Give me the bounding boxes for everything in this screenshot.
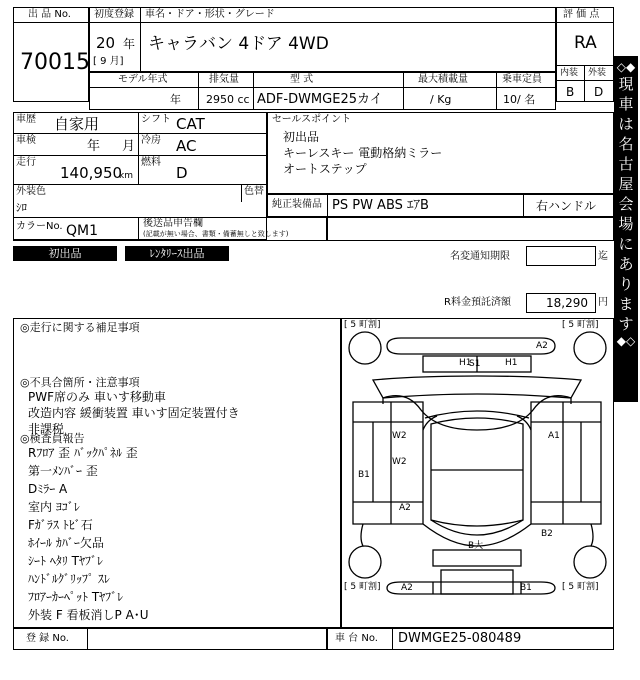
- displacement: 2950 cc: [206, 93, 250, 106]
- inspector-item-9: ﾌﾛｱｰｶｰﾍﾟｯﾄ Tﾔﾌﾞﾚ: [28, 590, 124, 604]
- model-year-unit: 年: [170, 93, 181, 106]
- exterior-label: 外装: [588, 68, 607, 78]
- max-load-label: 最大積載量: [418, 74, 468, 85]
- score: RA: [574, 33, 597, 53]
- car-name: キャラバン 4ドア 4WD: [148, 34, 329, 54]
- model-type-label: 型 式: [290, 74, 314, 85]
- sales-points-label: セールスポイント: [272, 114, 352, 125]
- sales-point-3: オートステップ: [283, 162, 367, 176]
- tire-tr: [ 5 町割]: [562, 320, 599, 330]
- inspector-item-10: 外装 F 看板消しP A･U: [28, 608, 149, 622]
- ac: AC: [176, 137, 197, 155]
- mark-a1: A1: [548, 431, 560, 441]
- inspection-year: 年: [87, 139, 101, 154]
- inspector-item-4: 室内 ﾖｺﾞﾚ: [28, 500, 80, 514]
- lot-no: 70015: [20, 50, 90, 75]
- model-type: ADF-DWMGE25カイ: [257, 92, 383, 107]
- mileage-unit: km: [119, 171, 133, 181]
- mark-s1: S1: [469, 359, 481, 369]
- mark-b1-bottom: B1: [520, 583, 532, 593]
- mark-h1-left: H1: [459, 358, 472, 368]
- tire-bl: [ 5 町割]: [344, 582, 381, 592]
- mark-b2: B2: [541, 529, 553, 539]
- equipment-label: 純正装備品: [272, 199, 322, 210]
- mark-a2-top: A2: [536, 341, 548, 351]
- inspector-item-6: ﾎｲｰﾙ ｶﾊﾞｰ欠品: [28, 536, 104, 550]
- color-change-label: 色替: [244, 186, 264, 197]
- inspector-item-7: ｼｰﾄ ﾍﾀﾘ Tﾔﾌﾞﾚ: [28, 554, 103, 568]
- ext-color: ｼﾛ: [16, 201, 27, 214]
- mark-a2-bottom: A2: [401, 583, 413, 593]
- displacement-label: 排気量: [209, 74, 239, 85]
- shift: CAT: [176, 115, 205, 133]
- mark-a2-left: A2: [399, 503, 411, 513]
- sales-point-2: キーレスキー 電動格納ミラー: [283, 146, 443, 160]
- exterior-grade: D: [594, 85, 604, 99]
- inspector-item-1: Rﾌﾛｱ 歪 ﾊﾞｯｸﾊﾟﾈﾙ 歪: [28, 446, 138, 460]
- recycle-amount: 18,290: [546, 296, 588, 310]
- driving-header: ◎走行に関する補足事項: [20, 321, 140, 334]
- history: 自家用: [54, 115, 100, 133]
- rental-listing-badge: ﾚﾝﾀﾘｰｽ出品: [125, 246, 229, 261]
- mark-w2-b: W2: [392, 457, 407, 467]
- color-no: QM1: [66, 223, 99, 239]
- tire-br: [ 5 町割]: [562, 582, 599, 592]
- blank-box: [327, 217, 614, 241]
- first-reg-month: [ 9 月]: [93, 56, 124, 67]
- fuel: D: [176, 164, 188, 182]
- chassis-no: DWMGE25-080489: [398, 631, 522, 646]
- mark-b1: B1: [358, 470, 370, 480]
- max-load: / Kg: [430, 93, 452, 106]
- banner-bottom-glyph: ◆◇: [616, 334, 636, 348]
- ac-label: 冷房: [141, 135, 161, 146]
- post-install-note: (記載が無い場合、書類・備蓄無しと致します): [143, 230, 289, 238]
- inspector-item-3: Dﾐﾗｰ A: [28, 482, 68, 496]
- first-reg-label: 初度登録: [94, 9, 134, 20]
- fuel-label: 燃料: [141, 157, 161, 168]
- recycle-label: R料金預託済額: [444, 297, 511, 308]
- inspection-label: 車検: [16, 135, 36, 146]
- mileage: 140,950: [60, 164, 123, 182]
- lot-no-label: 出 品 No.: [28, 9, 71, 20]
- defect-1: PWF席のみ 車いす移動車: [28, 390, 166, 404]
- first-listing-badge: 初出品: [13, 246, 117, 261]
- name-change-unit: 迄: [598, 251, 608, 262]
- defects-header: ◎不具合箇所・注意事項: [20, 376, 140, 389]
- banner-top-glyph: ◇◆: [616, 60, 636, 74]
- shift-label: シフト: [141, 114, 171, 125]
- model-year-label: モデル年式: [118, 74, 168, 85]
- color-no-label: カラーNo.: [16, 221, 63, 232]
- sales-point-1: 初出品: [283, 130, 320, 144]
- name-change-field: [526, 246, 596, 266]
- inspector-header: ◎検査員報告: [20, 432, 85, 445]
- score-label: 評 価 点: [563, 9, 600, 20]
- capacity-label: 乗車定員: [502, 74, 542, 85]
- history-label: 車歴: [16, 114, 36, 125]
- capacity: 10/ 名: [503, 93, 536, 106]
- location-banner: ◇◆ 現 車 は 名 古 屋 会 場 に あ り ま す ◆◇: [614, 56, 638, 402]
- defect-3: 非課税: [28, 422, 65, 436]
- first-reg-year-unit: 年: [123, 37, 136, 51]
- registration-label: 登 録 No.: [26, 633, 69, 644]
- tire-tl: [ 5 町割]: [344, 320, 381, 330]
- first-reg-year: 20: [96, 34, 116, 52]
- name-change-label: 名変通知期限: [450, 251, 510, 262]
- ext-color-label: 外装色: [16, 186, 46, 197]
- recycle-unit: 円: [598, 297, 608, 308]
- mileage-label: 走行: [16, 157, 36, 168]
- interior-grade: B: [566, 85, 575, 99]
- steering: 右ハンドル: [536, 199, 597, 213]
- mark-b-large: B大: [468, 541, 484, 551]
- defect-2: 改造内容 緩衝装置 車いす固定装置付き: [28, 406, 240, 420]
- inspector-item-8: ﾊﾝﾄﾞﾙｸﾞﾘｯﾌﾟ ｽﾚ: [28, 572, 110, 586]
- inspection-month: 月: [122, 139, 136, 154]
- post-install-label: 後送品申告欄: [143, 218, 203, 229]
- mark-h1-right: H1: [505, 358, 518, 368]
- interior-label: 内装: [560, 68, 579, 78]
- inspector-item-5: Fｶﾞﾗｽ ﾄﾋﾞ石: [28, 518, 93, 532]
- chassis-label: 車 台 No.: [335, 633, 378, 644]
- inspector-item-2: 第一ﾒﾝﾊﾞｰ 歪: [28, 464, 98, 478]
- equipment-items: PS PW ABS ｴｱB: [332, 198, 429, 213]
- mark-w2-a: W2: [392, 431, 407, 441]
- vehicle-label: 車名・ドア・形状・グレード: [145, 9, 275, 20]
